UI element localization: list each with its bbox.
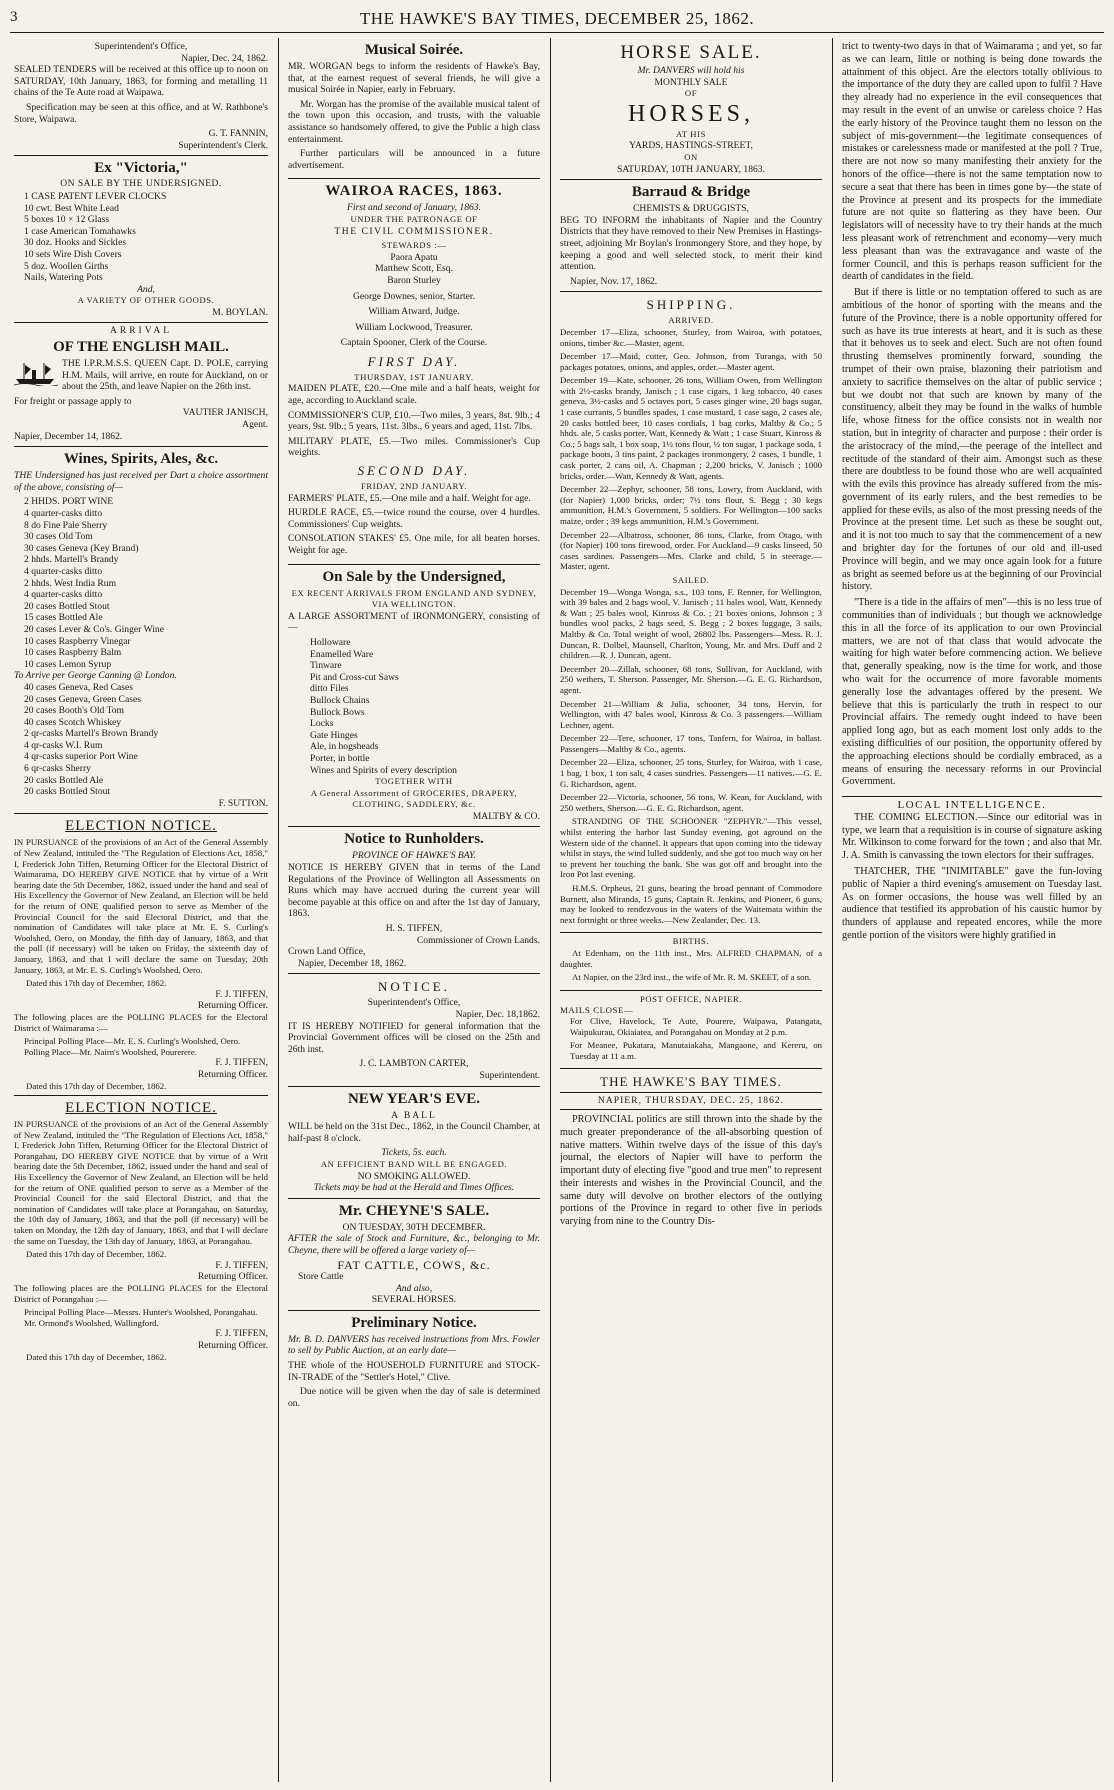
signature-title: Returning Officer. [197,1339,268,1351]
list-item: And, [137,283,155,295]
newspaper-title: THE HAWKE'S BAY TIMES, DECEMBER 25, 1862. [359,9,755,28]
notice-body: THE I.P.R.M.S.S. QUEEN Capt. D. POLE, carrying H.M. Mails, will arrive, en route for Auckland, on or about the 25th, and leave Napier on the 26th inst. [62,358,268,393]
list-item: 40 cases Scotch Whiskey [24,716,122,728]
victoria-ad [14,156,268,323]
editorial-paragraph: "There is a tide in the affairs of men"—this is no less true of communities than of individuals ; but though we acknowledge this in all the force of its application to our own Provincial matters, we are not of that class that would advocate the waiting for high water before commencing action. We believe that, generally speaking, now is the time for work, and those who wait for the occurrence of more favorable moments generally lose the advantages offered by the present. We believe that this is particularly the truth in respect to our Provincial affairs. The remedy ought indeed to have been applied long ago, but as each moment lost only adds to the existing difficulties of our position, the opportunity offered by the approaching elections should be cordially embraced, as a means of ensuring the necessary reforms in our Provincial Government. [842,597,1102,788]
notice-body: THE whole of the HOUSEHOLD FURNITURE and STOCK-IN-TRADE of the "Settler's Hotel," Clive. [288,1360,540,1383]
official-line: William Lockwood, Treasurer. [355,321,473,333]
list-item: 40 cases Geneva, Red Cases [24,681,133,693]
news-paragraph: THATCHER, THE "INIMITABLE" gave the fun-loving public of Napier a third evening's amusement on Tuesday last. As on former occasions, the house was well filled by an audience that testified its approbation of his caustic humor by thunders of applause and repeated encores, while the more gentle portion of the visitors were highly gratified in [842,866,1102,941]
ad-intro: Mr. B. D. DANVERS has received instructions from Mrs. Fowler to sell by Public Auction, at an early date— [288,1333,540,1357]
list-item: 20 casks Bottled Ale [24,774,104,786]
ad-intro: THE Undersigned has just received per Dart a choice assortment of the above, consisting of— [14,470,268,493]
notice-body: The following places are the POLLING PLACES for the Electoral District of Waimarama :— [14,1011,268,1033]
musical-soiree-ad [288,38,540,179]
signature-title: Superintendent's Clerk. [178,139,268,151]
ad-subheading: SEVERAL HORSES. [371,1294,457,1306]
shipping-entry: December 19—Wonga Wonga, s.s., 103 tons, F. Renner, for Wellington, with 39 bales and 2 bags wool, V. Janisch ; 11 bales wool, Watt, Kennedy & Watt ; 25 bales wool, Kinross & Co. ; 21 boxes onions, Johnson ; 3 bundles wool packs, 2 bags seed, S. Begg ; 2 boxes luggage, 3 sails, Maltby & Co. Total weight of wool, 26802 lbs. Passengers—Mess. R. J. Duncan, R. Dolbel, Maunsell, Charlton, Young, Mr. and Mrs. Duff and 2 children.—R. J. Duncan, agent. [560,586,822,661]
signature-title: Returning Officer. [197,1000,268,1012]
signature: F. J. TIFFEN, [215,1259,268,1271]
ad-heading: HORSE SALE. [620,42,762,63]
list-item: Tinware [310,660,342,672]
ad-heading: Notice to Runholders. [344,831,484,848]
ad-heading: Wines, Spirits, Ales, &c. [63,451,219,468]
closing-notice [288,974,540,1086]
cheyne-sale-ad [288,1199,540,1311]
list-item: 4 quarter-casks ditto [24,508,103,519]
date-line: Dated this 17th day of December, 1862. [26,1080,167,1091]
editorial-date: NAPIER, THURSDAY, DEC. 25, 1862. [560,1092,822,1110]
column-4 [842,38,1102,1782]
tender-notice [14,38,268,156]
ad-subheading: AN EFFICIENT BAND WILL BE ENGAGED. [320,1158,508,1169]
list-item: 4 quarter-casks ditto [24,565,103,577]
list-item: ditto Files [310,683,349,695]
list-item: 20 casks Bottled Stout [24,786,111,798]
list-item: 20 cases Bottled Stout [24,600,110,612]
ad-subheading: A General Assortment of GROCERIES, DRAPERY, CLOTHING, SADDLERY, &c. [310,787,518,810]
shipping-entry: December 20—Zillah, schooner, 68 tons, Sullivan, for Auckland, with 250 wethers, T. Sherson. Passenger, Mr. Sherson.—G. E. G. Richardson, agent. [560,663,822,695]
list-item: Wines and Spirits of every description [310,764,457,776]
date-line: Napier, Dec. 24, 1862. [181,52,268,64]
ad-intro: A LARGE ASSORTMENT of IRONMONGERY, consisting of— [288,610,540,634]
notice-body: IN PURSUANCE of the provisions of an Act of the General Assembly of New Zealand, intituled the "The Regulation of Elections Act, 1858," I, Frederick John Tiffen, Returning Officer for the Electoral District of Porangahau, DO HEREBY GIVE NOTICE that by virtue of a Writ bearing date the 5th December, 1862, issued under the hand and seal of His Excellency the Governor of New Zealand, an Election will be held for the return of ONE qualified person to serve as a Member of the Provincial Council for the said Electoral District, and that the nomination of Candidates will take place at Porangahau, on Saturday, the 10th day of January, 1863, and that the poll (if necessary) will be taken on Monday, the 12th day of January, 1863, and that I will declare the same on Tuesday, the 13th day of January, 1863, at Porangahau. [14,1119,268,1246]
list-item: Ale, in hogsheads [310,741,379,753]
shipping-entry: December 17—Eliza, schooner, Sturley, from Wairoa, with potatoes, onions, timber &c.—Master, agent. [560,326,822,348]
signature-title: Returning Officer. [197,1271,268,1283]
ad-heading: ELECTION NOTICE. [65,818,217,835]
ad-subheading: FIRST DAY. [367,353,461,369]
list-item: 1 case American Tomahawks [24,225,136,237]
notice-body: IT IS HEREBY NOTIFIED for general information that the Provincial Government offices will be closed on the 25th and 26th inst. [288,1020,540,1055]
list-item: 2 qr-casks Martell's Brown Brandy [24,728,159,740]
editorial-paragraph: trict to twenty-two days in that of Waimarama ; and yet, so far as we can learn, little or nothing is being done towards the attainment of this object. Are the electors totally oblivious to the importance of the duty they are called upon to fulfil ? Have they already had no experience in the evil consequences that may result in the event of an unwise or careless choice ? Has the early history of the Province taught them no lesson on the subject of mis-government—the legitimate consequences of mistakes or carelessness made or manifested at the poll ? True, there are not now so many manifesting their anxiety for the honors of the office—there is not the same temptation now to secure a seat that there has been in times gone by—the state of the Province at present and its prospects for the immediate future are not quite so flattering as they have been. Our legislators will of necessity have to try their hands at the much less pleasant work of retrenchment and economy—very much less pleasant than was the extravagance and waste of the former Council, and this is perhaps reason sufficient for the dearth of candidates in the field. [842,41,1102,283]
ad-subheading: TOGETHER WITH [375,776,453,787]
election-notice-porangahau [14,1096,268,1366]
list-item: 30 cases Geneva (Key Brand) [24,542,139,554]
shipping-entry: December 22—Tere, schooner, 17 tons, Tanfern, for Wairoa, in ballast. Passengers—Maltby & Co., agents. [560,733,822,754]
list-item: 20 cases Geneva, Green Cases [24,693,141,705]
wines-ad [14,447,268,814]
signature: H. S. TIFFEN, [385,923,443,935]
barraud-bridge-ad [560,180,822,292]
ad-subheading: YARDS, HASTINGS-STREET, [629,140,753,152]
section-heading: POST OFFICE, NAPIER. [639,993,743,1004]
shipping-entry: December 17—Maid, cutter, Geo. Johnson, from Turanga, with 50 packages potatoes, onions, and apples, order.—Master agent. [560,351,822,372]
notice-body: AFTER the sale of Stock and Furniture, &c., belonging to Mr. Cheyne, there will be offered a large variety of— [288,1233,540,1256]
english-mail-ad [14,323,268,447]
births-notice [560,933,822,990]
list-item: 30 doz. Hooks and Sickles [24,237,127,249]
signature: VAUTIER JANISCH, [182,407,268,419]
list-item: Gate Hinges [310,729,358,741]
signature: F. J. TIFFEN, [215,1328,268,1340]
date-line: THURSDAY, 1ST JANUARY. [354,371,474,382]
list-item: 1 CASE PATENT LEVER CLOCKS [24,190,167,202]
ad-heading: WAIROA RACES, 1863. [325,183,503,200]
ad-heading: Musical Soirée. [364,42,464,58]
shipping-entry: December 22—Victoria, schooner, 56 tons, W. Kean, for Auckland, with 250 wethers, Sherson.—G. E. G. Richardson, agent. [560,792,822,813]
date-line: Napier, Nov. 17, 1862. [570,275,658,287]
notice-body: Further particulars will be announced in a future advertisement. [288,148,540,171]
ad-subheading: FAT CATTLE, COWS, &c. [337,1257,491,1272]
preliminary-notice [288,1311,540,1417]
list-item: Principal Polling Place—Mr. E. S. Curling's Woolshed, Oero. [24,1036,241,1047]
list-item: Holloware [310,636,351,648]
ad-subheading: ON [684,151,698,162]
notice-body: SEALED TENDERS will be received at this office up to noon on SATURDAY, 10th January, 1863, for forming and metalling 11 chains of the Te Aute road at Waipawa. [14,64,268,99]
signature: MALTBY & CO. [472,810,540,822]
ad-subheading: Tickets may be had at the Herald and Times Offices. [313,1182,515,1194]
editorial-masthead: THE HAWKE'S BAY TIMES. [600,1074,782,1090]
race-event: FARMERS' PLATE, £5.—One mile and a half. Weight for age. [288,492,531,504]
column-3 [560,38,822,1782]
ad-heading: On Sale by the Undersigned, [322,568,506,585]
horse-sale-ad [560,38,822,180]
ad-heading: NEW YEAR'S EVE. [347,1090,481,1107]
editorial [560,1069,822,1236]
signature-title: Returning Officer. [197,1068,268,1080]
ad-subheading: EX RECENT ARRIVALS FROM ENGLAND AND SYDNEY, VIA WELLINGTON. [291,587,537,610]
office-line: Crown Land Office, [288,946,366,958]
ad-subheading: A BALL [391,1109,437,1121]
date-line: Napier, December 18, 1862. [298,957,407,969]
section-subheading: SAILED. [672,574,710,585]
ad-subheading: OF [684,88,698,99]
wairoa-races-ad [288,179,540,564]
list-item: Matthew Scott, Esq. [375,263,453,275]
race-event: HURDLE RACE, £5.—twice round the course, over 4 hurdles. Commissioners' Cup weights. [288,507,540,530]
notice-body: IN PURSUANCE of the provisions of an Act of the General Assembly of New Zealand, intituled the "The Regulation of Elections Act, 1858," I, Frederick John Tiffen, Returning Officer for the Electoral District of Waimarama, DO HEREBY GIVE NOTICE that by virtue of a Writ bearing date the 5th December, 1862, issued under the hand and seal of His Excellency the Governor of New Zealand, an Election will be held for the return of ONE qualified person to serve as Member of the Provincial Council for the said Electoral District, and that the nomination of Candidates will take place at Mr. E. S. Curling's Woolshed, Oero, on Monday, the fifth day of January, 1863, and that the poll (if necessary) will be taken on Friday, the sixteenth day of January, 1863, and that I will declare the same on Tuesday, 20th January, 1863, at Mr. E. S. Curling's Woolshed, Oero. [14,837,268,975]
notice-body: For freight or passage apply to [14,395,132,407]
mail-entry: For Clive, Havelock, Te Aute, Pourere, Waipawa, Patangata, Waipukurau, Okiaiatea, and Porangahau on Monday at 2 p.m. [570,1015,822,1037]
local-intelligence [842,797,1102,950]
news-paragraph: H.M.S. Orpheus, 21 guns, bearing the broad pennant of Commodore Burnett, also Miranda, 15 guns, Captain R. Jenkins, and Pioneer, 6 guns, may be looked to rendezvous in the waters of the Waitemata within the next fortnight or three weeks.—New Zealander, Dec. 13. [560,883,822,925]
date-line: Dated this 17th day of December, 1862. [26,978,167,989]
wines-items [14,496,268,670]
ad-subheading: ARRIVAL [110,326,172,337]
column-2 [288,38,540,1782]
list-item: 15 cases Bottled Ale [24,612,103,624]
column-divider [278,38,279,1782]
list-item: 2 HHDS. PORT WINE [24,496,114,508]
column-1 [14,38,268,1782]
masthead [10,6,1104,33]
list-item: 10 cases Raspberry Vinegar [24,635,131,647]
notice-body: The following places are the POLLING PLACES for the Electoral District of Porangahau :— [14,1283,268,1304]
date-line: FRIDAY, 2ND JANUARY. [361,481,467,492]
list-item: 5 doz. Woollen Girths [24,260,109,272]
office-line: Superintendent's Office, [94,41,188,52]
list-item: Principal Polling Place—Messrs. Hunter's Woolshed, Porangahau. [24,1307,258,1318]
race-event: COMMISSIONER'S CUP, £10.—Two miles, 3 years, 8st. 9lb.; 4 years, 9st. 9lb.; 5 years, 11st. 3lbs., 6 years and aged, 11st. 7lbs. [288,409,540,433]
birth-entry: At Edenham, on the 11th inst., Mrs. ALFRED CHAPMAN, of a daughter. [560,947,822,969]
runholders-notice [288,827,540,974]
race-event: MILITARY PLATE, £5.—Two miles. Commissioner's Cup weights. [288,435,540,459]
list-item: Polling Place—Mr. Nairn's Woolshed, Pourerere. [24,1046,197,1057]
editorial-paragraph: PROVINCIAL politics are still thrown into the shade by the much greater preponderance of the all-absorbing question of native matters. Within twelve days of the issue of this day's journal, the electors of Napier will have to perform the important duty of electing five "good and true men" to represent their interests and wishes in the Provincial Council, and the same duty will devolve on brother electors of the outlying portions of the Province in regard to other five in periods varying from nine to the Country Dis- [560,1113,822,1228]
victoria-items [14,191,268,307]
new-years-ball-ad [288,1087,540,1199]
mail-entry: For Meanee, Pukatara, Manutaiakaha, Mangaone, and Kereru, on Tuesday at 11 a.m. [570,1040,822,1061]
official-line: William Atward, Judge. [368,306,460,318]
list-item: 20 cases Booth's Old Tom [24,705,125,717]
signature-title: Commissioner of Crown Lands. [416,934,540,946]
list-item: 4 quarter-casks ditto [24,589,103,601]
section-heading: BIRTHS. [672,936,710,947]
ad-subheading: And also, [395,1282,433,1294]
notice-body: NOTICE IS HEREBY GIVEN that in terms of the Land Regulations of the Province of Wellington all Assessments on Runs which may have accrued during the current year will become payable at this office on and after the 1st day of January, 1863. [288,862,540,920]
list-item: Pit and Cross-cut Saws [310,671,399,683]
page-number: 3 [10,9,18,25]
column-divider [550,38,551,1782]
section-subheading: ARRIVED. [668,315,714,326]
shipping-entry: December 22—Eliza, schooner, 25 tons, Sturley, for Wairoa, with 1 case, 1 bag, 1 box, 1 ton salt, 4 cases sundries. Passengers—11 natives.—G. E. G. Richardson, agent. [560,757,822,789]
ad-subheading: SECOND DAY. [357,463,471,479]
date-line: Dated this 17th day of December, 1862. [26,1249,167,1260]
ad-heading: NOTICE. [378,979,450,995]
race-event: CONSOLATION STAKES' £5. One mile, for all beaten horses. Weight for age. [288,533,540,556]
list-item: Paora Apatu [390,251,438,263]
list-item: 4 qr-casks superior Port Wine [24,751,138,763]
ad-subheading: STEWARDS :— [381,240,447,251]
list-item: Bullock Bows [310,706,365,718]
editorial-continued [842,38,1102,797]
list-item: Nails, Watering Pots [24,272,103,284]
ad-heading: Preliminary Notice. [351,1314,477,1331]
date-line: ON TUESDAY, 30TH DECEMBER. [342,1221,486,1233]
news-paragraph: STRANDING OF THE SCHOONER "ZEPHYR."—This vessel, whilst entering the harbor last Sunday evening, got aground on the Western side of the channel. It appears that upon coming into the tideway whilst in stays, the wind lulled suddenly, and she got too much way on her to prevent her touching the bank. She was got off and brought into the Iron Pot last evening. [560,816,822,880]
ad-subheading: THE CIVIL COMMISSIONER. [334,225,494,237]
race-event: MAIDEN PLATE, £20.—One mile and a half heats, weight for age, according to Auckland scale. [288,383,540,407]
list-item: Enamelled Ware [310,648,374,660]
ad-heading: HORSES, [627,100,755,127]
ad-subheading: UNDER THE PATRONAGE OF [350,213,478,224]
ad-heading: OF THE ENGLISH MAIL. [53,339,229,356]
list-item: Bullock Chains [310,694,370,706]
notice-body: Mr. Worgan has the promise of the available musical talent of the town upon this occasion, and trusts, with the valuable assistance so handsomely offered, to give the Public a high class entertainment. [288,98,540,145]
signature: F. J. TIFFEN, [215,1057,268,1069]
shipping-entry: December 19—Kate, schooner, 26 tons, William Owen, from Wellington with 2½-casks brandy, Janisch ; 1 case cigars, 1 keg tobacco, 40 cases geneva, 3½-casks and 5 octaves port, 5 cases ginger wine, 20 bags sugar, 1 case currants, 5 bundles spades, 1 case mustard, 1 case sago, 2 cases ale, 20 casks bottled beer, 10 cases cordials, 1 bag corks, Maltby & Co.; 5 hhds. ale, 5 casks porter, Watt, Kennedy & Watt ; 1 case Stuart, Kinross & Co.; 5 bags salt, 1 box soap, 1½ tons flour, ½ ton sugar, 1 package soda, 1 package boots, 3 tins paint, 2 packages ironmongery, 2 cases, 1 bundle, 1 cask porter, 2 cans oil, A. Chapman ; 2,200 bricks, V. Janisch ; 1000 bricks, order.—Watt, Kennedy & Watt, agents. [560,375,822,481]
ad-heading: Mr. CHEYNE'S SALE. [338,1202,490,1219]
notice-body: Specification may be seen at this office, and at W. Rathbone's Store, Waipawa. [14,101,268,125]
notice-body: MR. WORGAN begs to inform the residents of Hawke's Bay, that, at the earnest request of several friends, he will give a musical Soirée in Napier, early in February. [288,61,540,96]
section-heading: SHIPPING. [646,297,736,313]
list-item: 30 cases Old Tom [24,531,93,543]
editorial-paragraph: But if there is little or no temptation offered to such as are ambitious of the honor of sporting with the means and the future of the Province, there is a noble opportunity offered for such as have its true interests at heart, and it is such as these that it behoves us to seek and elect. Such are not often found thrusting themselves prominently forward, sounding the trumpet of their own praise, blazoning their patriotism and anxiety to sacrifice themselves on the altar of public service ; but we doubt not that such are known by many of the constituency, albeit they may be found in the walks of humble life, whose fitness for the office consists not in wealth nor station, but in integrity of character and purpose : their order is the aristocracy of the mind,—the peerage of the intellect and rectitude of the standard of their aim. Amongst such as these there are doubtless to be found those who are well acquainted with the evils this province has already suffered from the mis-government of its early rulers, and the best remedies to be applied for these evils, as also of the most pressing needs of the Province at the present time. Let such as these be sought out, and it is not too much to say that the commencement of a new and brighter day for the fortunes of our old and ill-used Province will begin, and we may once again look for a future as bright as seemed before us at the beginning of our Provincial history. [842,287,1102,593]
ad-subheading: MONTHLY SALE [654,76,728,88]
list-item: Baron Sturley [387,274,441,286]
signature: F. SUTTON. [218,797,268,809]
ad-heading: ELECTION NOTICE. [65,1100,217,1117]
ad-subheading: ON SALE BY THE UNDERSIGNED. [60,179,222,190]
list-item: 20 cases Lever & Co's. Ginger Wine [24,623,164,635]
notice-body: Due notice will be given when the day of sale is determined on. [288,1386,540,1409]
ad-subheading: Tickets, 5s. each. [381,1147,447,1159]
shipping-entry: December 21—William & Julia, schooner, 34 tons, Hervin, for Wellington, with 47 bales wool, Kinross & Co. 3 passengers.—William Lechner, agent. [560,698,822,730]
ad-subheading: To Arrive per George Canning @ London. [14,670,177,682]
election-notice-waimarama [14,814,268,1096]
list-item: 10 cwt. Best White Lead [24,202,119,214]
office-line: Superintendent's Office, [367,997,461,1009]
ad-subheading: CHEMISTS & DRUGGISTS, [633,203,749,215]
list-item: 4 qr-casks W.I. Rum [24,739,103,751]
shipping-entry: December 22—Zephyr, schooner, 58 tons, Lowry, from Auckland, with (for Napier) 1,000 bricks, order; 7½ tons flour, S. Begg ; 30 kegs ammunition, H.M.'s Government, 5 soldiers. For Wellington—100 sacks maize, order ; 39 kegs ammunition, H.M.'s Government. [560,484,822,526]
signature: G. T. FANNIN, [208,128,268,140]
signature: F. J. TIFFEN, [215,988,268,1000]
shipping-entry: December 22—Albatross, schooner, 86 tons, Clarke, from Otago, with (for Napier) 100 tons firewood, order. For Auckland—9 casks linseed, 50 cases sardines. Passengers—Mrs. Clarke and child, 5 in steerage.—Master, agent. [560,529,822,572]
ad-intro: Mr. DANVERS will hold his [637,65,745,76]
list-item: 10 cases Lemon Syrup [24,658,112,670]
list-item: Mr. Ormond's Woolshed, Wallingford. [24,1317,159,1328]
official-line: George Downes, senior, Starter. [353,290,475,302]
list-item: Porter, in bottle [310,752,370,764]
column-divider [832,38,833,1782]
shipping-news [560,292,822,933]
list-item: 10 cases Raspberry Balm [24,647,122,659]
post-office-notice [560,991,822,1070]
signature-title: Superintendent. [479,1069,540,1081]
birth-entry: At Napier, on the 23rd inst., the wife of Mr. R. M. SKEET, of a son. [572,972,812,983]
ad-heading: Ex "Victoria," [94,160,188,177]
onsale-items [288,637,540,776]
signature: J. C. LAMBTON CARTER, [359,1058,469,1070]
date-line: Napier, Dec. 18,1862. [455,1009,540,1020]
ad-subheading: NO SMOKING ALLOWED. [357,1170,471,1182]
list-item: 2 hhds. West India Rum [24,577,117,589]
list-item: 10 sets Wire Dish Covers [24,248,122,260]
date-line: Dated this 17th day of December, 1862. [26,1351,167,1362]
date-line: SATURDAY, 10TH JANUARY, 1863. [616,163,766,175]
list-item: Store Cattle [298,1271,344,1283]
ad-subheading: First and second of January, 1863. [346,202,482,214]
date-line: Napier, December 14, 1862. [14,430,123,442]
ad-subheading: PROVINCE OF HAWKE'S BAY. [352,850,476,862]
ad-heading: Barraud & Bridge [631,184,751,201]
list-item: Locks [310,718,334,730]
signature-title: Agent. [242,419,268,431]
ad-subheading: AT HIS [676,128,706,139]
list-item: 8 do Fine Pale Sherry [24,519,108,531]
list-item: 2 hhds. Martell's Brandy [24,554,119,566]
signature: M. BOYLAN. [212,306,268,318]
official-line: Captain Spooner, Clerk of the Course. [340,337,488,349]
list-item: 6 qr-casks Sherry [24,763,91,775]
notice-body: BEG TO INFORM the inhabitants of Napier and the Country Districts that they have removed to their New Premises in Hastings-street, adjoining Mr Boylan's Ironmongery Store, and they hope, by keeping a good and well selected stock, to merit their kind attention. [560,214,822,273]
news-paragraph: THE COMING ELECTION.—Since our editorial was in type, we learn that a requisition is in course of signature asking Mr. Wilkinson to come forward for the town ; and also that Mr. J. A. Smith is canvassing the town electors for their suffrages. [842,811,1102,862]
wines-items-arriving [14,682,268,798]
on-sale-ad [288,565,540,828]
section-heading: LOCAL INTELLIGENCE. [897,799,1047,812]
list-item: A VARIETY OF OTHER GOODS. [77,295,215,306]
section-subheading: MAILS CLOSE— [560,1005,634,1016]
notice-body: WILL be held on the 31st Dec., 1862, in the Council Chamber, at half-past 8 o'clock. [288,1121,540,1144]
steamship-icon [14,360,58,386]
list-item: 5 boxes 10 × 12 Glass [24,214,110,226]
